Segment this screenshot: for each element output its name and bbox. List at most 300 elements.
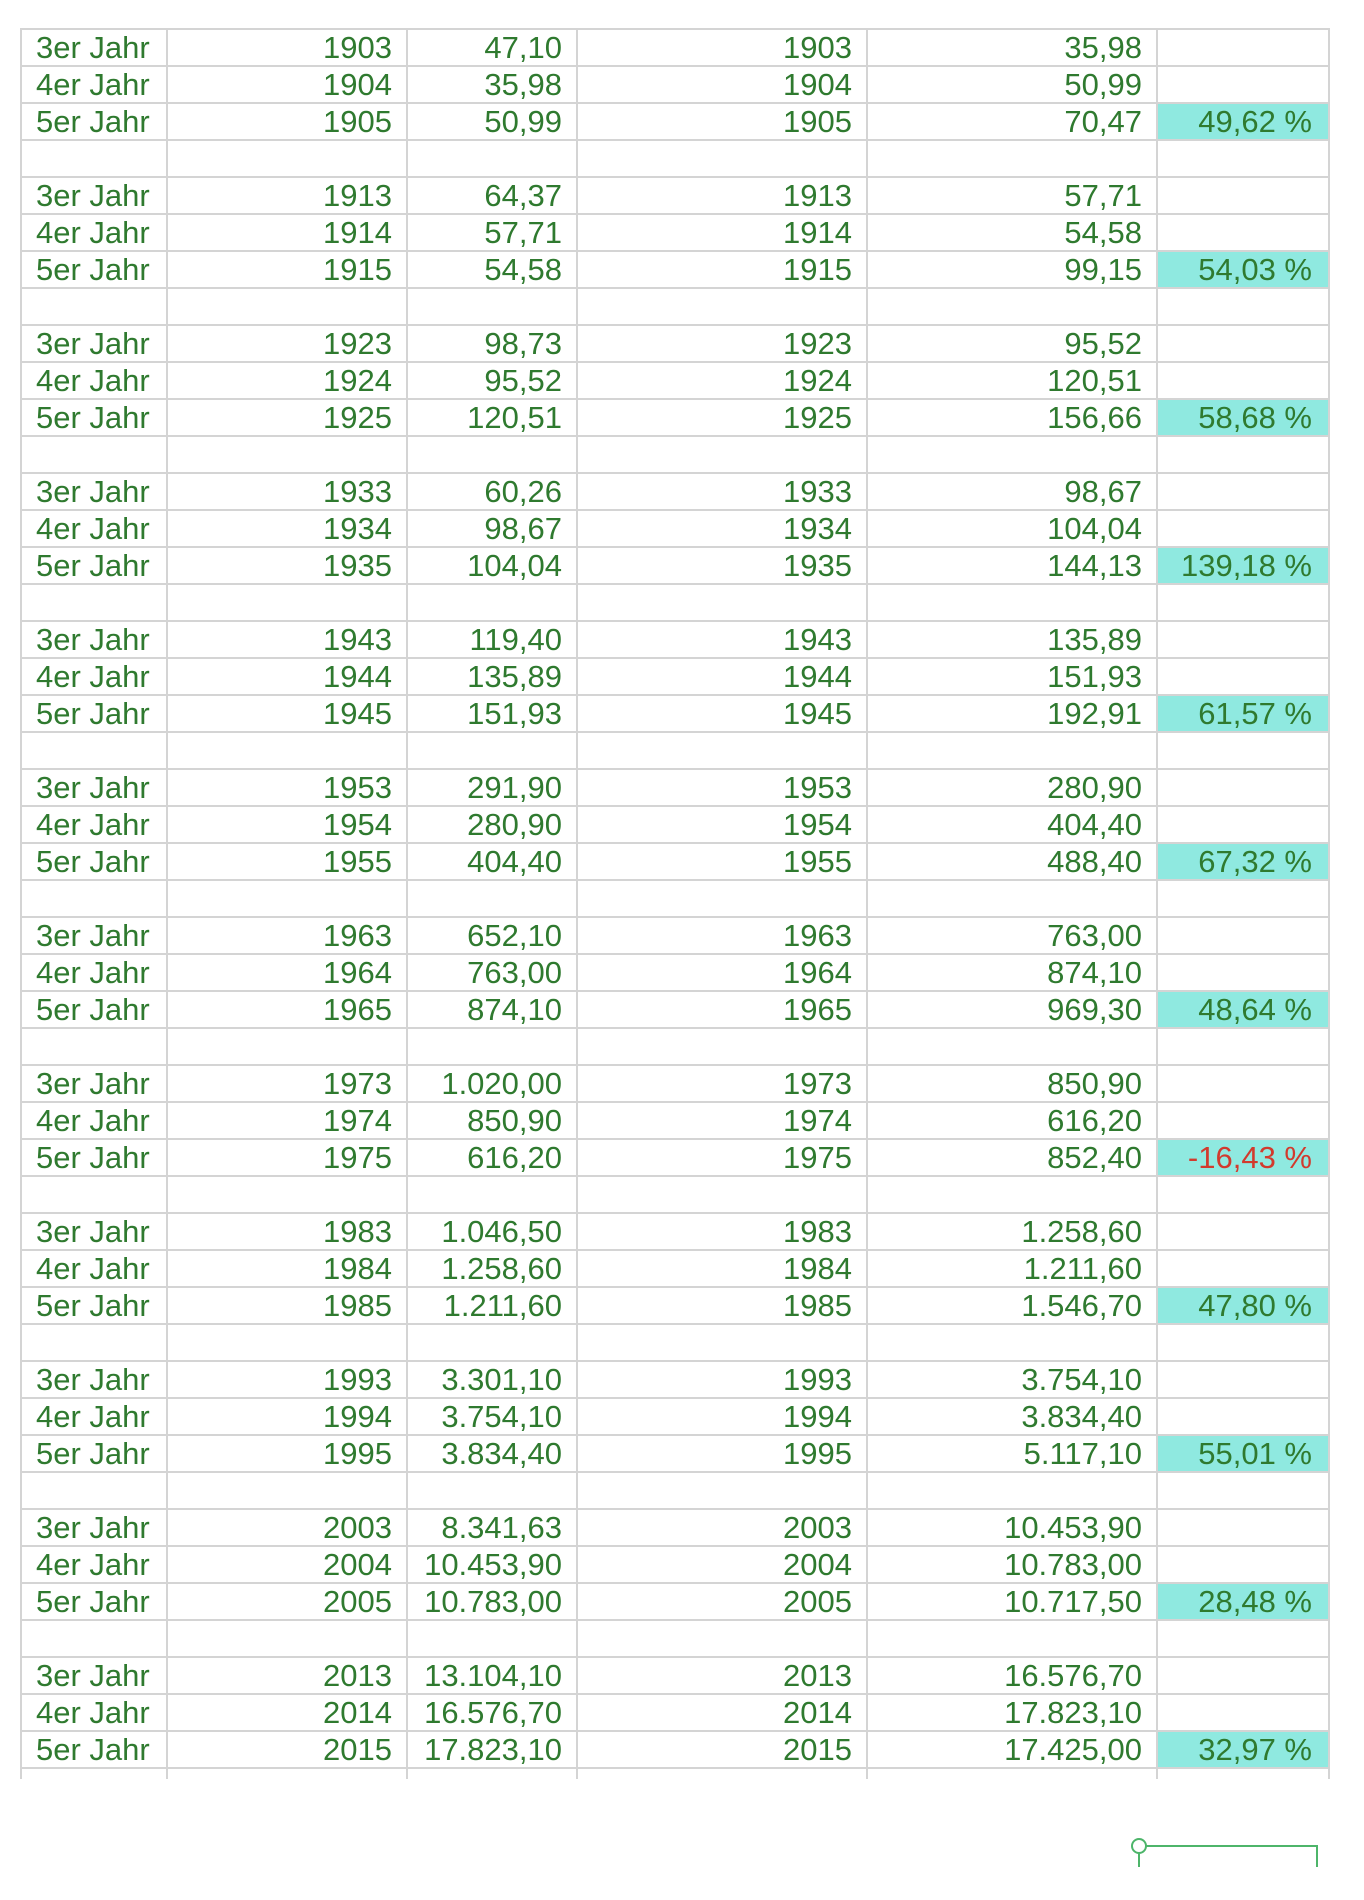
cell-year-b[interactable]: 1913 xyxy=(577,177,867,214)
cell-year-b[interactable]: 2004 xyxy=(577,1546,867,1583)
cell-value-b[interactable]: 98,67 xyxy=(867,473,1157,510)
cell-period-label[interactable]: 4er Jahr xyxy=(21,214,167,251)
cell-year-b[interactable]: 1925 xyxy=(577,399,867,436)
cell-value-b[interactable]: 57,71 xyxy=(867,177,1157,214)
empty-cell[interactable] xyxy=(867,1176,1157,1213)
empty-cell[interactable] xyxy=(1157,1768,1329,1779)
empty-cell[interactable] xyxy=(407,880,577,917)
empty-cell[interactable] xyxy=(21,436,167,473)
cell-value-a[interactable]: 3.754,10 xyxy=(407,1398,577,1435)
empty-cell[interactable] xyxy=(407,1324,577,1361)
cell-year-a[interactable]: 2014 xyxy=(167,1694,407,1731)
cell-value-b[interactable]: 70,47 xyxy=(867,103,1157,140)
empty-cell[interactable] xyxy=(577,880,867,917)
cell-percent-change[interactable]: 48,64 % xyxy=(1157,991,1329,1028)
cell-value-a[interactable]: 135,89 xyxy=(407,658,577,695)
cell-value-a[interactable]: 13.104,10 xyxy=(407,1657,577,1694)
empty-cell[interactable] xyxy=(21,1472,167,1509)
empty-cell[interactable] xyxy=(867,436,1157,473)
cell-year-a[interactable]: 1995 xyxy=(167,1435,407,1472)
empty-cell[interactable] xyxy=(21,584,167,621)
cell-value-b[interactable]: 50,99 xyxy=(867,66,1157,103)
empty-cell[interactable] xyxy=(167,1472,407,1509)
table-row xyxy=(21,1731,1329,1768)
cell-percent-change[interactable] xyxy=(1157,1398,1329,1435)
cell-period-label[interactable]: 3er Jahr xyxy=(21,1213,167,1250)
empty-cell[interactable] xyxy=(577,1768,867,1779)
cell-percent-change[interactable] xyxy=(1157,325,1329,362)
empty-cell[interactable] xyxy=(577,140,867,177)
cell-percent-change[interactable] xyxy=(1157,1213,1329,1250)
cell-period-label[interactable]: 4er Jahr xyxy=(21,1250,167,1287)
cell-percent-change[interactable] xyxy=(1157,806,1329,843)
empty-cell[interactable] xyxy=(1157,1620,1329,1657)
empty-cell[interactable] xyxy=(867,584,1157,621)
empty-cell[interactable] xyxy=(167,436,407,473)
cell-year-b[interactable]: 1935 xyxy=(577,547,867,584)
cell-value-a[interactable]: 98,73 xyxy=(407,325,577,362)
cell-year-b[interactable]: 1933 xyxy=(577,473,867,510)
cell-year-a[interactable]: 1953 xyxy=(167,769,407,806)
empty-cell[interactable] xyxy=(407,1620,577,1657)
cell-value-b[interactable]: 151,93 xyxy=(867,658,1157,695)
cell-period-label[interactable]: 3er Jahr xyxy=(21,621,167,658)
cell-year-b[interactable]: 1944 xyxy=(577,658,867,695)
cell-value-b[interactable]: 135,89 xyxy=(867,621,1157,658)
empty-cell[interactable] xyxy=(867,1028,1157,1065)
empty-cell[interactable] xyxy=(407,1472,577,1509)
cell-period-label[interactable]: 4er Jahr xyxy=(21,66,167,103)
empty-cell[interactable] xyxy=(577,288,867,325)
cell-period-label[interactable]: 5er Jahr xyxy=(21,399,167,436)
cell-percent-change[interactable] xyxy=(1157,1694,1329,1731)
empty-cell[interactable] xyxy=(167,288,407,325)
cell-value-a[interactable]: 763,00 xyxy=(407,954,577,991)
cell-year-b[interactable]: 1973 xyxy=(577,1065,867,1102)
cell-value-a[interactable]: 50,99 xyxy=(407,103,577,140)
cell-value-a[interactable]: 3.834,40 xyxy=(407,1435,577,1472)
cell-value-a[interactable]: 616,20 xyxy=(407,1139,577,1176)
empty-cell[interactable] xyxy=(167,1620,407,1657)
cell-percent-change[interactable] xyxy=(1157,1509,1329,1546)
cell-value-a[interactable]: 64,37 xyxy=(407,177,577,214)
empty-cell[interactable] xyxy=(407,1176,577,1213)
empty-cell[interactable] xyxy=(577,1028,867,1065)
cell-period-label[interactable]: 4er Jahr xyxy=(21,1398,167,1435)
cell-year-b[interactable]: 1923 xyxy=(577,325,867,362)
empty-cell[interactable] xyxy=(407,732,577,769)
empty-cell[interactable] xyxy=(1157,584,1329,621)
cell-year-a[interactable]: 2004 xyxy=(167,1546,407,1583)
table-row xyxy=(21,510,1329,547)
cell-value-a[interactable]: 10.453,90 xyxy=(407,1546,577,1583)
empty-cell[interactable] xyxy=(21,1620,167,1657)
cell-value-b[interactable]: 763,00 xyxy=(867,917,1157,954)
cell-value-b[interactable]: 404,40 xyxy=(867,806,1157,843)
empty-cell[interactable] xyxy=(21,1768,167,1779)
cell-value-a[interactable]: 874,10 xyxy=(407,991,577,1028)
cell-year-a[interactable]: 1915 xyxy=(167,251,407,288)
cell-year-a[interactable]: 1963 xyxy=(167,917,407,954)
cell-year-b[interactable]: 1965 xyxy=(577,991,867,1028)
cell-value-a[interactable]: 47,10 xyxy=(407,29,577,66)
cell-year-a[interactable]: 2005 xyxy=(167,1583,407,1620)
cell-period-label[interactable]: 5er Jahr xyxy=(21,547,167,584)
cell-year-a[interactable]: 1985 xyxy=(167,1287,407,1324)
cell-period-label[interactable]: 4er Jahr xyxy=(21,658,167,695)
empty-cell[interactable] xyxy=(867,288,1157,325)
table-row xyxy=(21,1398,1329,1435)
cell-percent-change[interactable] xyxy=(1157,917,1329,954)
cell-percent-change[interactable] xyxy=(1157,214,1329,251)
cell-value-a[interactable]: 17.823,10 xyxy=(407,1731,577,1768)
empty-cell[interactable] xyxy=(577,436,867,473)
cell-year-a[interactable]: 1923 xyxy=(167,325,407,362)
cell-period-label[interactable]: 5er Jahr xyxy=(21,1731,167,1768)
cell-value-b[interactable]: 192,91 xyxy=(867,695,1157,732)
empty-cell[interactable] xyxy=(577,584,867,621)
cell-percent-change[interactable] xyxy=(1157,362,1329,399)
cell-value-b[interactable]: 54,58 xyxy=(867,214,1157,251)
empty-cell[interactable] xyxy=(407,584,577,621)
cell-value-a[interactable]: 280,90 xyxy=(407,806,577,843)
cell-percent-change[interactable] xyxy=(1157,954,1329,991)
cell-year-b[interactable]: 1904 xyxy=(577,66,867,103)
cell-year-a[interactable]: 1913 xyxy=(167,177,407,214)
cell-period-label[interactable]: 5er Jahr xyxy=(21,251,167,288)
empty-cell[interactable] xyxy=(1157,1324,1329,1361)
empty-cell[interactable] xyxy=(407,1768,577,1779)
cell-year-b[interactable]: 2014 xyxy=(577,1694,867,1731)
empty-cell[interactable] xyxy=(167,880,407,917)
table-row xyxy=(21,214,1329,251)
cell-value-b[interactable]: 144,13 xyxy=(867,547,1157,584)
cell-value-b[interactable]: 969,30 xyxy=(867,991,1157,1028)
empty-cell[interactable] xyxy=(21,288,167,325)
cell-value-b[interactable]: 3.834,40 xyxy=(867,1398,1157,1435)
cell-year-b[interactable]: 1994 xyxy=(577,1398,867,1435)
cell-period-label[interactable]: 4er Jahr xyxy=(21,1694,167,1731)
cell-percent-change[interactable] xyxy=(1157,29,1329,66)
cell-value-a[interactable]: 57,71 xyxy=(407,214,577,251)
table-row xyxy=(21,325,1329,362)
empty-cell[interactable] xyxy=(167,732,407,769)
cell-year-a[interactable]: 1905 xyxy=(167,103,407,140)
empty-row xyxy=(21,1620,1329,1657)
cell-value-a[interactable]: 1.020,00 xyxy=(407,1065,577,1102)
fill-handle[interactable] xyxy=(1131,1838,1147,1854)
empty-cell[interactable] xyxy=(21,140,167,177)
cell-year-a[interactable]: 1983 xyxy=(167,1213,407,1250)
cell-percent-change[interactable] xyxy=(1157,1065,1329,1102)
cell-value-b[interactable]: 3.754,10 xyxy=(867,1361,1157,1398)
empty-row xyxy=(21,288,1329,325)
cell-percent-change[interactable]: 54,03 % xyxy=(1157,251,1329,288)
cell-value-b[interactable]: 104,04 xyxy=(867,510,1157,547)
empty-cell[interactable] xyxy=(167,584,407,621)
cell-percent-change[interactable]: -16,43 % xyxy=(1157,1139,1329,1176)
cell-value-a[interactable]: 10.783,00 xyxy=(407,1583,577,1620)
cell-value-b[interactable]: 99,15 xyxy=(867,251,1157,288)
cell-year-a[interactable]: 2003 xyxy=(167,1509,407,1546)
cell-period-label[interactable]: 4er Jahr xyxy=(21,362,167,399)
cell-period-label[interactable]: 3er Jahr xyxy=(21,1657,167,1694)
empty-cell[interactable] xyxy=(577,1324,867,1361)
cell-value-a[interactable]: 16.576,70 xyxy=(407,1694,577,1731)
empty-cell[interactable] xyxy=(1157,436,1329,473)
empty-cell[interactable] xyxy=(167,1324,407,1361)
cell-value-a[interactable]: 404,40 xyxy=(407,843,577,880)
cell-value-a[interactable]: 1.258,60 xyxy=(407,1250,577,1287)
cell-period-label[interactable]: 5er Jahr xyxy=(21,1287,167,1324)
empty-cell[interactable] xyxy=(407,1028,577,1065)
cell-year-a[interactable]: 1935 xyxy=(167,547,407,584)
cell-period-label[interactable]: 3er Jahr xyxy=(21,473,167,510)
empty-cell[interactable] xyxy=(21,880,167,917)
cell-value-a[interactable]: 104,04 xyxy=(407,547,577,584)
cell-value-a[interactable]: 120,51 xyxy=(407,399,577,436)
cell-value-b[interactable]: 1.546,70 xyxy=(867,1287,1157,1324)
cell-value-a[interactable]: 35,98 xyxy=(407,66,577,103)
empty-cell[interactable] xyxy=(577,1620,867,1657)
cell-year-a[interactable]: 1955 xyxy=(167,843,407,880)
table-row xyxy=(21,1435,1329,1472)
cell-value-a[interactable]: 1.211,60 xyxy=(407,1287,577,1324)
cell-period-label[interactable]: 5er Jahr xyxy=(21,1139,167,1176)
cell-percent-change[interactable]: 32,97 % xyxy=(1157,1731,1329,1768)
cell-period-label[interactable]: 3er Jahr xyxy=(21,917,167,954)
empty-cell[interactable] xyxy=(407,436,577,473)
cell-percent-change[interactable] xyxy=(1157,1361,1329,1398)
cell-period-label[interactable]: 5er Jahr xyxy=(21,1583,167,1620)
cell-value-b[interactable]: 156,66 xyxy=(867,399,1157,436)
cell-year-b[interactable]: 1974 xyxy=(577,1102,867,1139)
cell-value-b[interactable]: 17.823,10 xyxy=(867,1694,1157,1731)
empty-cell[interactable] xyxy=(867,1324,1157,1361)
cell-value-b[interactable]: 10.453,90 xyxy=(867,1509,1157,1546)
cell-percent-change[interactable] xyxy=(1157,1657,1329,1694)
cell-value-b[interactable]: 874,10 xyxy=(867,954,1157,991)
cell-year-b[interactable]: 1984 xyxy=(577,1250,867,1287)
empty-cell[interactable] xyxy=(577,1472,867,1509)
cell-value-b[interactable]: 5.117,10 xyxy=(867,1435,1157,1472)
cell-year-a[interactable]: 1975 xyxy=(167,1139,407,1176)
empty-cell[interactable] xyxy=(867,1768,1157,1779)
empty-cell[interactable] xyxy=(1157,732,1329,769)
cell-year-b[interactable]: 1985 xyxy=(577,1287,867,1324)
cell-value-b[interactable]: 1.211,60 xyxy=(867,1250,1157,1287)
cell-percent-change[interactable]: 28,48 % xyxy=(1157,1583,1329,1620)
cell-year-a[interactable]: 1904 xyxy=(167,66,407,103)
cell-value-b[interactable]: 488,40 xyxy=(867,843,1157,880)
table-row xyxy=(21,362,1329,399)
cell-percent-change[interactable]: 67,32 % xyxy=(1157,843,1329,880)
empty-cell[interactable] xyxy=(1157,1028,1329,1065)
empty-cell[interactable] xyxy=(867,880,1157,917)
cell-year-a[interactable]: 1925 xyxy=(167,399,407,436)
cell-year-b[interactable]: 1905 xyxy=(577,103,867,140)
empty-cell[interactable] xyxy=(1157,1176,1329,1213)
cell-value-a[interactable]: 1.046,50 xyxy=(407,1213,577,1250)
cell-percent-change[interactable]: 55,01 % xyxy=(1157,1435,1329,1472)
cell-period-label[interactable]: 5er Jahr xyxy=(21,695,167,732)
cell-year-a[interactable]: 1944 xyxy=(167,658,407,695)
cell-percent-change[interactable] xyxy=(1157,1546,1329,1583)
empty-cell[interactable] xyxy=(21,732,167,769)
cell-year-b[interactable]: 2003 xyxy=(577,1509,867,1546)
cell-year-b[interactable]: 1963 xyxy=(577,917,867,954)
empty-cell[interactable] xyxy=(167,1028,407,1065)
cell-percent-change[interactable]: 58,68 % xyxy=(1157,399,1329,436)
cell-value-b[interactable]: 850,90 xyxy=(867,1065,1157,1102)
cell-value-b[interactable]: 95,52 xyxy=(867,325,1157,362)
cell-percent-change[interactable] xyxy=(1157,621,1329,658)
cell-percent-change[interactable]: 49,62 % xyxy=(1157,103,1329,140)
cell-year-b[interactable]: 1924 xyxy=(577,362,867,399)
cell-year-a[interactable]: 1903 xyxy=(167,29,407,66)
table-row xyxy=(21,1546,1329,1583)
cell-year-b[interactable]: 1993 xyxy=(577,1361,867,1398)
cell-percent-change[interactable] xyxy=(1157,177,1329,214)
cell-period-label[interactable]: 3er Jahr xyxy=(21,325,167,362)
cell-year-a[interactable]: 1973 xyxy=(167,1065,407,1102)
cell-year-b[interactable]: 1975 xyxy=(577,1139,867,1176)
empty-cell[interactable] xyxy=(577,1176,867,1213)
cell-period-label[interactable]: 5er Jahr xyxy=(21,103,167,140)
cell-year-b[interactable]: 1914 xyxy=(577,214,867,251)
empty-cell[interactable] xyxy=(21,1324,167,1361)
cell-year-b[interactable]: 1983 xyxy=(577,1213,867,1250)
cell-value-a[interactable]: 8.341,63 xyxy=(407,1509,577,1546)
cell-period-label[interactable]: 4er Jahr xyxy=(21,1546,167,1583)
cell-year-a[interactable]: 2015 xyxy=(167,1731,407,1768)
cell-period-label[interactable]: 3er Jahr xyxy=(21,29,167,66)
empty-cell[interactable] xyxy=(167,1176,407,1213)
cell-year-a[interactable]: 1993 xyxy=(167,1361,407,1398)
cell-value-b[interactable]: 16.576,70 xyxy=(867,1657,1157,1694)
cell-year-b[interactable]: 1995 xyxy=(577,1435,867,1472)
cell-percent-change[interactable] xyxy=(1157,658,1329,695)
empty-cell[interactable] xyxy=(407,288,577,325)
empty-cell[interactable] xyxy=(21,1028,167,1065)
empty-cell[interactable] xyxy=(167,140,407,177)
cell-year-b[interactable]: 1954 xyxy=(577,806,867,843)
empty-cell[interactable] xyxy=(407,140,577,177)
cell-year-b[interactable]: 1945 xyxy=(577,695,867,732)
cell-value-b[interactable]: 1.258,60 xyxy=(867,1213,1157,1250)
cell-percent-change[interactable] xyxy=(1157,473,1329,510)
cell-year-a[interactable]: 1984 xyxy=(167,1250,407,1287)
cell-value-b[interactable]: 10.783,00 xyxy=(867,1546,1157,1583)
cell-year-b[interactable]: 2015 xyxy=(577,1731,867,1768)
cell-value-a[interactable]: 291,90 xyxy=(407,769,577,806)
cell-period-label[interactable]: 3er Jahr xyxy=(21,177,167,214)
cell-year-a[interactable]: 1994 xyxy=(167,1398,407,1435)
cell-value-a[interactable]: 54,58 xyxy=(407,251,577,288)
cell-year-a[interactable]: 2013 xyxy=(167,1657,407,1694)
empty-cell[interactable] xyxy=(867,1472,1157,1509)
empty-cell[interactable] xyxy=(1157,880,1329,917)
cell-year-b[interactable]: 2005 xyxy=(577,1583,867,1620)
cell-period-label[interactable]: 3er Jahr xyxy=(21,1509,167,1546)
cell-period-label[interactable]: 3er Jahr xyxy=(21,1361,167,1398)
cell-year-b[interactable]: 1943 xyxy=(577,621,867,658)
cell-year-a[interactable]: 1934 xyxy=(167,510,407,547)
cell-value-b[interactable]: 616,20 xyxy=(867,1102,1157,1139)
cell-year-a[interactable]: 1945 xyxy=(167,695,407,732)
cell-value-b[interactable]: 852,40 xyxy=(867,1139,1157,1176)
cell-value-a[interactable]: 652,10 xyxy=(407,917,577,954)
cell-year-b[interactable]: 1915 xyxy=(577,251,867,288)
cell-period-label[interactable]: 4er Jahr xyxy=(21,510,167,547)
cell-year-a[interactable]: 1933 xyxy=(167,473,407,510)
empty-cell[interactable] xyxy=(21,1176,167,1213)
cell-year-a[interactable]: 1943 xyxy=(167,621,407,658)
cell-value-b[interactable]: 120,51 xyxy=(867,362,1157,399)
empty-cell[interactable] xyxy=(867,1620,1157,1657)
cell-period-label[interactable]: 5er Jahr xyxy=(21,991,167,1028)
cell-value-b[interactable]: 35,98 xyxy=(867,29,1157,66)
empty-cell[interactable] xyxy=(1157,1472,1329,1509)
cell-year-a[interactable]: 1964 xyxy=(167,954,407,991)
cell-value-a[interactable]: 60,26 xyxy=(407,473,577,510)
cell-period-label[interactable]: 3er Jahr xyxy=(21,1065,167,1102)
cell-percent-change[interactable]: 47,80 % xyxy=(1157,1287,1329,1324)
cell-period-label[interactable]: 4er Jahr xyxy=(21,954,167,991)
cell-period-label[interactable]: 4er Jahr xyxy=(21,806,167,843)
cell-period-label[interactable]: 5er Jahr xyxy=(21,1435,167,1472)
cell-year-a[interactable]: 1914 xyxy=(167,214,407,251)
empty-cell[interactable] xyxy=(167,1768,407,1779)
cell-value-b[interactable]: 280,90 xyxy=(867,769,1157,806)
empty-cell[interactable] xyxy=(1157,288,1329,325)
cell-percent-change[interactable]: 139,18 % xyxy=(1157,547,1329,584)
cell-year-a[interactable]: 1965 xyxy=(167,991,407,1028)
cell-period-label[interactable]: 4er Jahr xyxy=(21,1102,167,1139)
empty-cell[interactable] xyxy=(577,732,867,769)
cell-percent-change[interactable]: 61,57 % xyxy=(1157,695,1329,732)
cell-period-label[interactable]: 3er Jahr xyxy=(21,769,167,806)
cell-year-b[interactable]: 2013 xyxy=(577,1657,867,1694)
cell-year-b[interactable]: 1955 xyxy=(577,843,867,880)
cell-year-b[interactable]: 1964 xyxy=(577,954,867,991)
cell-year-a[interactable]: 1954 xyxy=(167,806,407,843)
cell-year-b[interactable]: 1953 xyxy=(577,769,867,806)
cell-value-b[interactable]: 10.717,50 xyxy=(867,1583,1157,1620)
empty-cell[interactable] xyxy=(867,140,1157,177)
cell-year-a[interactable]: 1974 xyxy=(167,1102,407,1139)
cell-percent-change[interactable] xyxy=(1157,510,1329,547)
cell-value-a[interactable]: 119,40 xyxy=(407,621,577,658)
cell-value-a[interactable]: 95,52 xyxy=(407,362,577,399)
cell-year-b[interactable]: 1934 xyxy=(577,510,867,547)
empty-cell[interactable] xyxy=(1157,140,1329,177)
cell-year-b[interactable]: 1903 xyxy=(577,29,867,66)
cell-year-a[interactable]: 1924 xyxy=(167,362,407,399)
cell-percent-change[interactable] xyxy=(1157,1250,1329,1287)
cell-value-a[interactable]: 98,67 xyxy=(407,510,577,547)
cell-percent-change[interactable] xyxy=(1157,1102,1329,1139)
cell-selection-outline[interactable] xyxy=(1138,1845,1318,1867)
cell-value-a[interactable]: 3.301,10 xyxy=(407,1361,577,1398)
cell-value-b[interactable]: 17.425,00 xyxy=(867,1731,1157,1768)
cell-value-a[interactable]: 850,90 xyxy=(407,1102,577,1139)
cell-value-a[interactable]: 151,93 xyxy=(407,695,577,732)
empty-cell[interactable] xyxy=(867,732,1157,769)
cell-period-label[interactable]: 5er Jahr xyxy=(21,843,167,880)
cell-percent-change[interactable] xyxy=(1157,66,1329,103)
cell-percent-change[interactable] xyxy=(1157,769,1329,806)
